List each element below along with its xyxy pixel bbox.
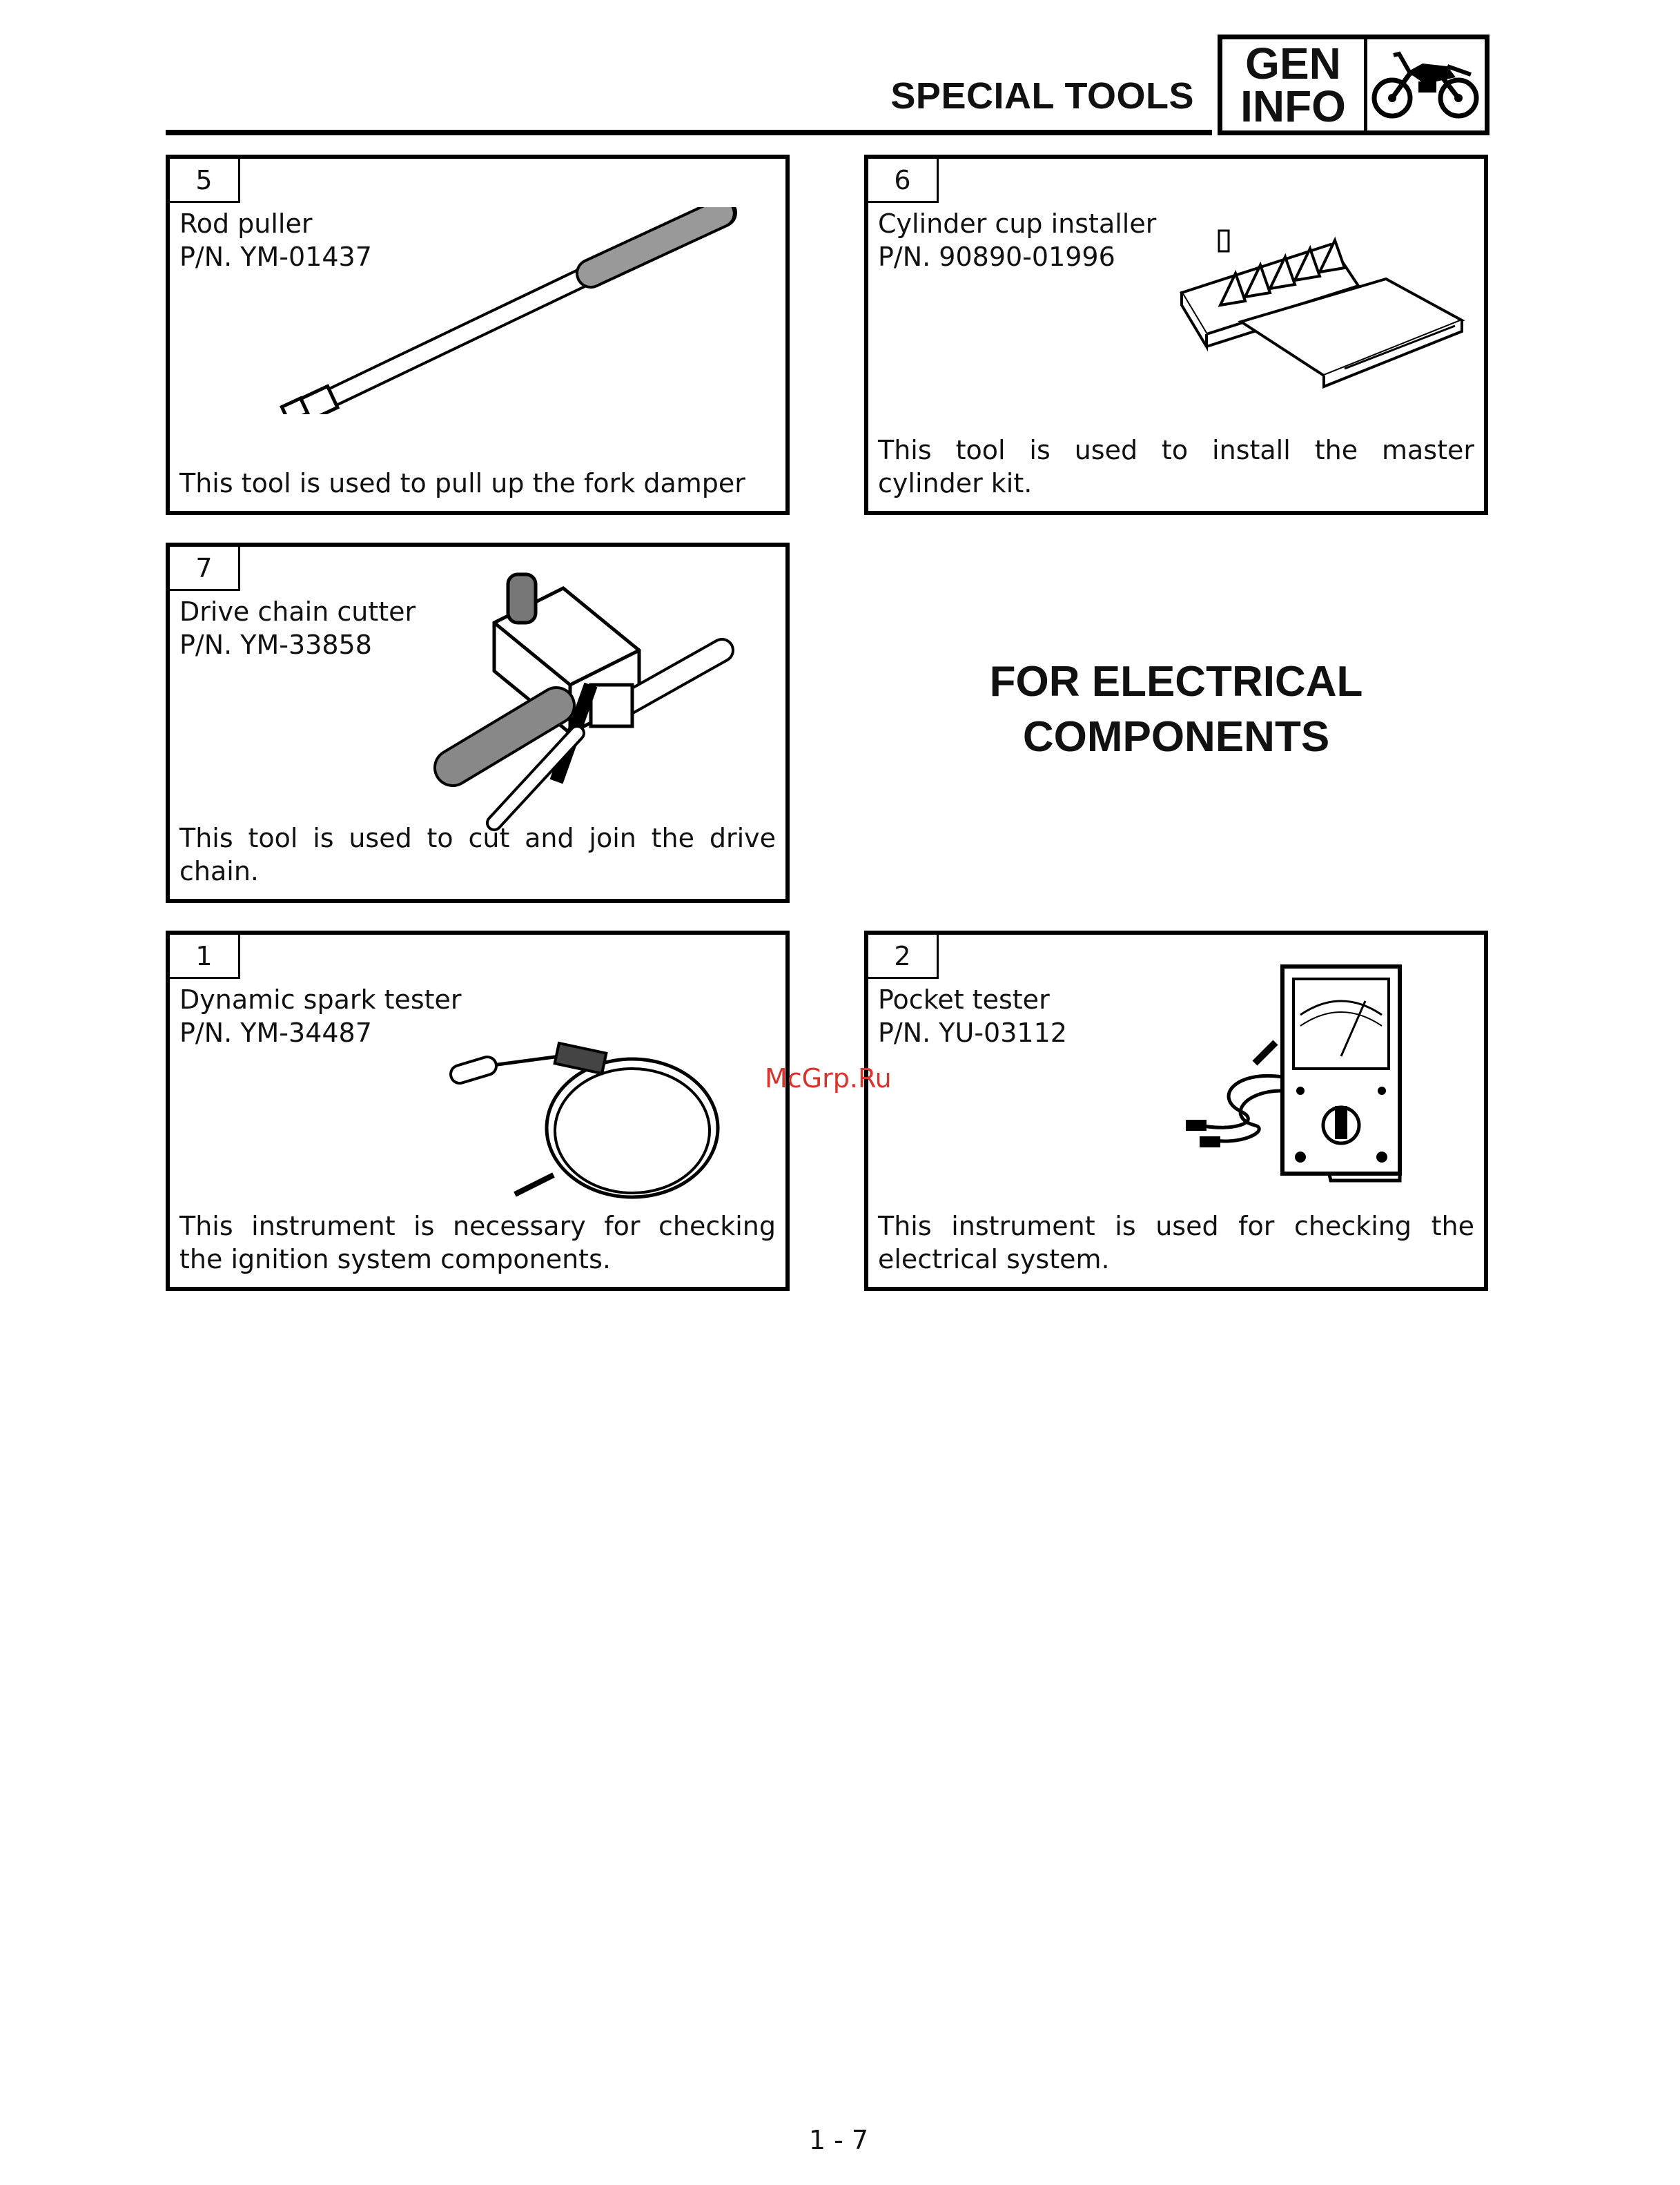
tool-card-cylinder-cup-installer [864, 155, 1488, 515]
tool-card-pocket-tester [864, 931, 1488, 1291]
section-heading-electrical [864, 654, 1488, 765]
page-title: SPECIAL TOOLS [890, 75, 1194, 117]
motorcycle-icon [1367, 39, 1485, 130]
tool-description: This instrument is necessary for checking the ignition system components. [179, 1211, 776, 1274]
tool-name: Cylinder cup installer [878, 208, 1157, 239]
tool-card-rod-puller [166, 155, 790, 515]
tool-description: This instrument is used for checking the electrical system. [878, 1211, 1474, 1274]
cylinder-cup-installer-icon [1179, 217, 1469, 417]
badge-text [1222, 39, 1367, 130]
tool-part-number: P/N. YM-34487 [179, 1018, 372, 1048]
section-heading-line2: COMPONENTS [1022, 713, 1330, 761]
tool-number: 5 [170, 159, 240, 203]
pocket-tester-icon [1172, 960, 1462, 1194]
tool-name: Drive chain cutter [179, 596, 416, 627]
tool-name: Rod puller [179, 208, 313, 239]
tool-name: Pocket tester [878, 984, 1050, 1015]
badge-line-gen: GEN [1245, 39, 1341, 88]
tool-description: This tool is used to pull up the fork damper [179, 468, 745, 498]
tool-number: 1 [170, 935, 240, 979]
section-heading-line1: FOR ELECTRICAL [989, 658, 1363, 706]
section-badge [1218, 35, 1489, 135]
tool-number: 7 [170, 547, 240, 591]
badge-line-info: INFO [1240, 81, 1346, 131]
tool-part-number: P/N. YU-03112 [878, 1018, 1067, 1048]
page-number: 1 - 7 [808, 2125, 869, 2155]
tool-card-drive-chain-cutter [166, 543, 790, 903]
spark-tester-icon [432, 1031, 722, 1204]
tool-description: This tool is used to cut and join the drive chain. [179, 823, 776, 886]
watermark: McGrp.Ru [765, 1063, 892, 1094]
tool-part-number: P/N. YM-33858 [179, 630, 372, 660]
tool-number: 2 [868, 935, 939, 979]
header-rule [166, 130, 1212, 135]
tool-description: This tool is used to install the master cylinder kit. [878, 435, 1474, 498]
tool-name: Dynamic spark tester [179, 984, 462, 1015]
tool-number: 6 [868, 159, 939, 203]
tool-part-number: P/N. 90890-01996 [878, 242, 1115, 272]
rod-puller-icon [253, 207, 791, 414]
tool-card-dynamic-spark-tester [166, 931, 790, 1291]
drive-chain-cutter-icon [432, 561, 791, 837]
tool-part-number: P/N. YM-01437 [179, 242, 372, 272]
